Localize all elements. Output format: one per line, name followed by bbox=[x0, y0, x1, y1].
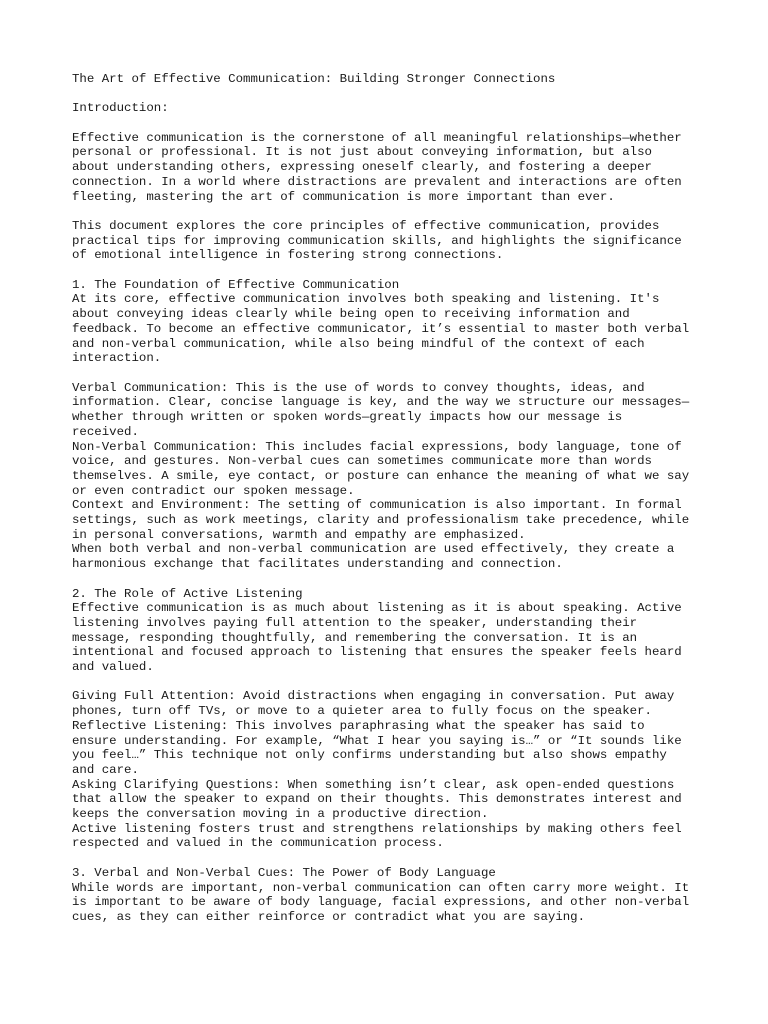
section-2-conclusion: Active listening fosters trust and strengthens relationships by making others feel respected and valued in the communication process. bbox=[72, 821, 682, 851]
section-2-paragraph: Effective communication is as much about listening as it is about speaking. Active listening involves paying full attention to the speaker, understanding their message, responding thoughtfully, and remembering the conversation. It is an intentional and focused approach to listening that ensures the speaker feels heard and valued. bbox=[72, 601, 682, 675]
section-2-reflective-item: Reflective Listening: This involves paraphrasing what the speaker has said to ensure understanding. For example, “What I hear you saying is…” or “It sounds like you feel…” This technique not only confirms understanding but also shows empathy and care. bbox=[72, 718, 682, 777]
section-1-heading: 1. The Foundation of Effective Communication bbox=[72, 277, 400, 292]
section-2-heading: 2. The Role of Active Listening bbox=[72, 586, 303, 601]
intro-paragraph-2: This document explores the core principles of effective communication, provides practical tips for improving communication skills, and highlights the significance of emotional intelligence in fostering strong connections. bbox=[72, 218, 682, 263]
spacer bbox=[72, 263, 712, 278]
spacer bbox=[72, 87, 712, 102]
spacer bbox=[72, 204, 712, 219]
section-3-heading: 3. Verbal and Non-Verbal Cues: The Power of Body Language bbox=[72, 865, 496, 880]
document-page bbox=[72, 72, 712, 925]
section-2-questions-item: Asking Clarifying Questions: When something isn’t clear, ask open-ended questions that allow the speaker to expand on their thoughts. This demonstrates interest and keeps the conversation moving in a productive direction. bbox=[72, 777, 682, 822]
intro-heading: Introduction: bbox=[72, 101, 169, 116]
section-3-paragraph: While words are important, non-verbal communication can often carry more weight. It is important to be aware of body language, facial expressions, and other non-verbal cues, as they can either reinforce or contradict what you are saying. bbox=[72, 880, 690, 924]
section-1-paragraph: At its core, effective communication involves both speaking and listening. It's about conveying ideas clearly while being open to receiving information and feedback. To become an effective communicator, it’s essential to master both verbal and non-verbal communication, while also being mindful of the context of each interaction. bbox=[72, 292, 690, 366]
spacer bbox=[72, 116, 712, 131]
section-1-verbal-item: Verbal Communication: This is the use of words to convey thoughts, ideas, and information. Clear, concise language is key, and the way we structure our messages— whether through written or spoken words—greatly impacts how our message is received. bbox=[72, 380, 690, 439]
intro-paragraph-1: Effective communication is the cornerstone of all meaningful relationships—whether personal or professional. It is not just about conveying information, but also about understanding others, expressing oneself clearly, and fostering a deeper connection. In a world where distractions are prevalent and interactions are often fleeting, mastering the art of communication is more important than ever. bbox=[72, 130, 682, 204]
spacer bbox=[72, 851, 712, 866]
document-title: The Art of Effective Communication: Building Stronger Connections bbox=[72, 72, 556, 86]
spacer bbox=[72, 675, 712, 690]
section-1-nonverbal-item: Non-Verbal Communication: This includes facial expressions, body language, tone of voice, and gestures. Non-verbal cues can sometimes communicate more than words themselves. A smile, eye contact, or posture can enhance the meaning of what we say or even contradict our spoken message. bbox=[72, 439, 690, 498]
section-2-attention-item: Giving Full Attention: Avoid distractions when engaging in conversation. Put away phones, turn off TVs, or move to a quieter area to fully focus on the speaker. bbox=[72, 689, 675, 719]
spacer bbox=[72, 366, 712, 381]
spacer bbox=[72, 572, 712, 587]
section-1-conclusion: When both verbal and non-verbal communication are used effectively, they create a harmonious exchange that facilitates understanding and connection. bbox=[72, 542, 675, 572]
section-1-context-item: Context and Environment: The setting of communication is also important. In formal settings, such as work meetings, clarity and professionalism take precedence, while in personal conversations, warmth and empathy are emphasized. bbox=[72, 498, 690, 542]
